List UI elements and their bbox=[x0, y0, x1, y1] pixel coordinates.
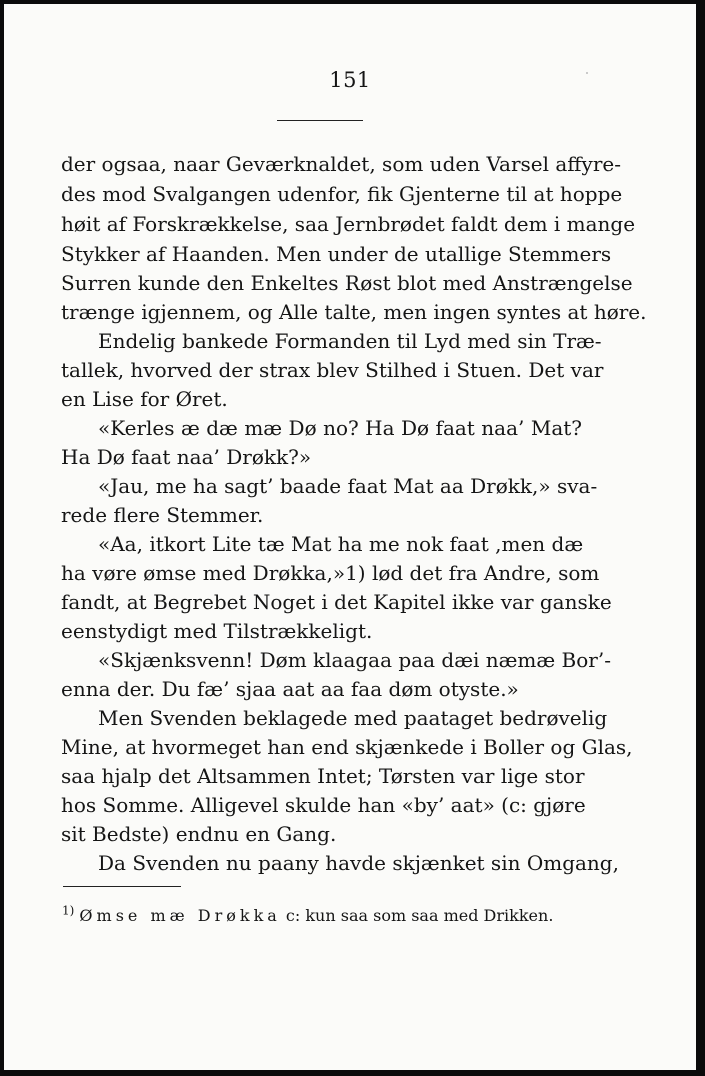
text-line: høit af Forskrækkelse, saa Jernbrødet faldt dem i mange bbox=[61, 212, 636, 236]
text-line: rede flere Stemmer. bbox=[61, 503, 264, 527]
text-line: Men Svenden beklagede med paataget bedrøvelig bbox=[98, 706, 608, 730]
footnote-text: c: kun saa som saa med Drikken. bbox=[285, 906, 554, 925]
text-line: eenstydigt med Tilstrækkeligt. bbox=[61, 619, 373, 643]
text-line: des mod Svalgangen udenfor, fik Gjenterne til at hoppe bbox=[61, 182, 623, 206]
book-page bbox=[4, 4, 696, 1070]
text-line: tallek, hvorved der strax blev Stilhed i Stuen. Det var bbox=[61, 358, 604, 382]
header-rule bbox=[277, 120, 363, 121]
text-line: trænge igjennem, og Alle talte, men ingen syntes at høre. bbox=[61, 300, 647, 324]
page-number: 151 bbox=[329, 68, 371, 92]
text-line: der ogsaa, naar Geværknaldet, som uden Varsel affyre- bbox=[61, 152, 621, 176]
text-line: fandt, at Begrebet Noget i det Kapitel ikke var ganske bbox=[61, 590, 612, 614]
text-line: Ha Dø faat naa’ Drøkk?» bbox=[61, 445, 312, 469]
text-line: Stykker af Haanden. Men under de utallige Stemmers bbox=[61, 242, 612, 266]
footnote-rule bbox=[63, 886, 181, 887]
text-line: en Lise for Øret. bbox=[61, 387, 228, 411]
text-line: «Jau, me ha sagt’ baade faat Mat aa Drøkk,» sva- bbox=[98, 474, 598, 498]
text-line: «Aa, itkort Lite tæ Mat ha me nok faat ,men dæ bbox=[98, 532, 584, 556]
text-line: Mine, at hvormeget han end skjænkede i Boller og Glas, bbox=[61, 735, 633, 759]
text-line: ha vøre ømse med Drøkka,»1) lød det fra Andre, som bbox=[61, 561, 600, 585]
text-line: saa hjalp det Altsammen Intet; Tørsten var lige stor bbox=[61, 764, 585, 788]
text-line: «Kerles æ dæ mæ Dø no? Ha Dø faat naa’ Mat? bbox=[98, 416, 582, 440]
footnote-mark: 1) bbox=[62, 903, 75, 918]
text-line: sit Bedste) endnu en Gang. bbox=[61, 822, 337, 846]
footnote-term: Ømse mæ Drøkka bbox=[79, 906, 281, 925]
text-line: «Skjænksvenn! Døm klaagaa paa dæi næmæ Bor’- bbox=[98, 648, 611, 672]
text-line: Da Svenden nu paany havde skjænket sin Omgang, bbox=[98, 851, 619, 875]
footnote bbox=[62, 904, 584, 928]
text-line: Surren kunde den Enkeltes Røst blot med Anstrængelse bbox=[61, 271, 633, 295]
text-line: hos Somme. Alligevel skulde han «by’ aat» (c: gjøre bbox=[61, 793, 586, 817]
text-line: enna der. Du fæ’ sjaa aat aa faa døm otyste.» bbox=[61, 677, 519, 701]
text-line: Endelig bankede Formanden til Lyd med sin Træ- bbox=[98, 329, 602, 353]
